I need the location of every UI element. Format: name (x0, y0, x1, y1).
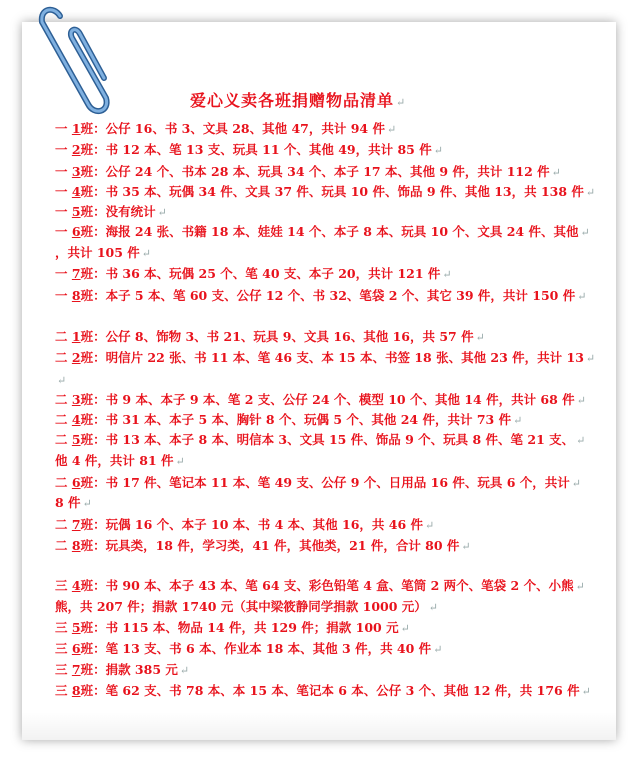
item-text: 班：公仔 16、书 3、文具 28、其他 47，共计 94 件 (80, 121, 385, 136)
paragraph-mark: ↵ (585, 352, 596, 365)
item-text: 班：笔 13 支、书 6 本、作业本 18 本、其他 3 件，共 40 件 (80, 641, 432, 656)
list-item (55, 453, 185, 470)
list-item (55, 121, 396, 138)
paragraph-mark: ↵ (428, 601, 439, 614)
class-number: 4 (71, 578, 81, 593)
class-number: 3 (71, 392, 81, 407)
grade-prefix: 三 (55, 662, 68, 677)
list-item (55, 245, 151, 262)
class-number: 4 (71, 412, 81, 427)
item-text: 班：明信片 22 张、书 11 本、笔 46 支、本 15 本、书签 18 张、其他 23 件，共计 13 (80, 350, 584, 365)
grade-prefix: 二 (55, 475, 68, 490)
grade-prefix: 二 (55, 538, 68, 553)
item-text: 班：笔 62 支、书 78 本、本 15 本、笔记本 6 本、公仔 3 个、其他 12 件，共 176 件 (80, 683, 580, 698)
list-item (55, 641, 442, 658)
paragraph-mark: ↵ (576, 434, 586, 447)
class-number: 2 (71, 142, 81, 157)
paragraph-mark: ↵ (386, 123, 397, 136)
item-text: 班：书 17 件、笔记本 11 本、笔 49 支、公仔 9 个、日用品 16 件、玩具 6 个，共计 (80, 475, 570, 490)
class-number: 8 (71, 538, 81, 553)
class-number: 2 (71, 350, 81, 365)
paragraph-mark: ↵ (461, 540, 471, 553)
class-number: 7 (71, 517, 81, 532)
list-item (55, 142, 443, 159)
paragraph-mark: ↵ (577, 290, 587, 303)
grade-prefix: 一 (55, 288, 68, 303)
paragraph-mark: ↵ (433, 144, 443, 157)
paper-sheet (22, 22, 616, 740)
grade-prefix: 一 (55, 184, 68, 199)
list-item (55, 620, 410, 637)
list-item (55, 662, 189, 679)
list-item (55, 517, 434, 534)
item-text: 熊，共 207 件；捐款 1740 元（其中梁筱静同学捐款 1000 元） (55, 599, 427, 614)
title-text: 爱心义卖各班捐赠物品清单 (190, 91, 395, 110)
list-item (55, 683, 591, 700)
item-text: 班：书 115 本、物品 14 件，共 129 件；捐款 100 元 (80, 620, 399, 635)
paragraph-mark: ↵ (141, 247, 152, 260)
paragraph-mark: ↵ (571, 477, 581, 490)
class-number: 8 (71, 288, 81, 303)
grade-prefix: 二 (55, 412, 68, 427)
item-text: 8 件 (55, 495, 81, 510)
item-text: 班：没有统计 (80, 204, 156, 219)
class-number: 8 (71, 683, 81, 698)
list-item (55, 475, 581, 492)
grade-prefix: 一 (55, 266, 68, 281)
paragraph-mark: ↵ (396, 96, 407, 109)
paragraph-mark: ↵ (57, 374, 67, 387)
class-number: 7 (71, 662, 81, 677)
item-text: ，共计 105 件 (55, 245, 140, 260)
item-text: 班：书 9 本、本子 9 本、笔 2 支、公仔 24 个、模型 10 个、其他 14 件，共计 68 件 (80, 392, 575, 407)
class-number: 6 (71, 641, 81, 656)
class-number: 4 (71, 184, 81, 199)
paragraph-mark: ↵ (157, 206, 167, 219)
class-number: 5 (71, 432, 81, 447)
item-text: 班：本子 5 本、笔 60 支、公仔 12 个、书 32、笔袋 2 个、其它 39 件，共计 150 件 (80, 288, 576, 303)
item-text: 班：书 31 本、本子 5 本、胸针 8 个、玩偶 5 个、其他 24 件，共计 73 件 (80, 412, 512, 427)
item-text: 班：公仔 8、饰物 3、书 21、玩具 9、文具 16、其他 16，共 57 件 (80, 329, 474, 344)
grade-prefix: 三 (55, 641, 68, 656)
grade-prefix: 一 (55, 224, 68, 239)
paragraph-mark: ↵ (442, 268, 452, 281)
item-text: 班：书 13 本、本子 8 本、明信本 3、文具 15 件、饰品 9 个、玩具 8 件、笔 21 支、 (80, 432, 575, 447)
list-item (55, 288, 586, 305)
item-text: 班：捐款 385 元 (80, 662, 178, 677)
list-item (55, 412, 522, 429)
list-item (55, 495, 92, 512)
paragraph-mark: ↵ (581, 685, 591, 698)
paragraph-mark: ↵ (575, 580, 585, 593)
grade-prefix: 一 (55, 164, 68, 179)
grade-prefix: 二 (55, 432, 68, 447)
paragraph-mark: ↵ (513, 414, 523, 427)
list-item (55, 599, 438, 616)
list-item (55, 204, 167, 221)
item-text: 班：海报 24 张、书籍 18 本、娃娃 14 个、本子 8 本、玩具 10 个、文具 24 件、其他 (80, 224, 579, 239)
list-item (55, 329, 485, 346)
paperclip-icon (28, 0, 138, 120)
list-item (55, 350, 595, 367)
item-text: 班：玩偶 16 个、本子 10 本、书 4 本、其他 16，共 46 件 (80, 517, 424, 532)
class-number: 6 (71, 475, 81, 490)
grade-prefix: 一 (55, 204, 68, 219)
grade-prefix: 三 (55, 578, 68, 593)
class-number: 1 (71, 121, 81, 136)
item-text: 班：公仔 24 个、书本 28 本、玩具 34 个、本子 17 本、其他 9 件，共计 112 件 (80, 164, 550, 179)
list-item (55, 578, 585, 595)
grade-prefix: 一 (55, 121, 68, 136)
list-item (55, 432, 585, 449)
item-text: 班：书 36 本、玩偶 25 个、笔 40 支、本子 20，共计 121 件 (80, 266, 441, 281)
list-item (55, 538, 471, 555)
grade-prefix: 二 (55, 517, 68, 532)
grade-prefix: 三 (55, 620, 68, 635)
list-item (55, 224, 590, 241)
document-title (190, 88, 406, 111)
paragraph-mark: ↵ (580, 226, 590, 239)
class-number: 5 (71, 620, 81, 635)
list-item (55, 392, 586, 409)
class-number: 3 (71, 164, 81, 179)
list-item (55, 184, 595, 201)
list-item (55, 266, 452, 283)
grade-prefix: 二 (55, 392, 68, 407)
list-item (55, 372, 66, 389)
class-number: 6 (71, 224, 81, 239)
item-text: 他 4 件，共计 81 件 (55, 453, 174, 468)
item-text: 班：玩具类，18 件，学习类，41 件，其他类，21 件，合计 80 件 (80, 538, 460, 553)
class-number: 1 (71, 329, 81, 344)
class-number: 5 (71, 204, 81, 219)
list-item (55, 164, 561, 181)
grade-prefix: 二 (55, 350, 68, 365)
paragraph-mark: ↵ (425, 519, 435, 532)
grade-prefix: 三 (55, 683, 68, 698)
item-text: 班：书 12 本、笔 13 支、玩具 11 个、其他 49，共计 85 件 (80, 142, 432, 157)
paragraph-mark: ↵ (475, 331, 485, 344)
paragraph-mark: ↵ (175, 455, 185, 468)
paragraph-mark: ↵ (179, 664, 190, 677)
item-text: 班：书 35 本、玩偶 34 件、文具 37 件、玩具 10 件、饰品 9 件、其他 13，共 138 件 (80, 184, 584, 199)
class-number: 7 (71, 266, 81, 281)
paragraph-mark: ↵ (551, 166, 561, 179)
grade-prefix: 二 (55, 329, 68, 344)
paragraph-mark: ↵ (585, 186, 596, 199)
item-text: 班：书 90 本、本子 43 本、笔 64 支、彩色铅笔 4 盒、笔筒 2 两个、笔袋 2 个、小熊 (80, 578, 574, 593)
paragraph-mark: ↵ (82, 497, 92, 510)
paragraph-mark: ↵ (400, 622, 410, 635)
grade-prefix: 一 (55, 142, 68, 157)
paragraph-mark: ↵ (433, 643, 443, 656)
paragraph-mark: ↵ (576, 394, 586, 407)
